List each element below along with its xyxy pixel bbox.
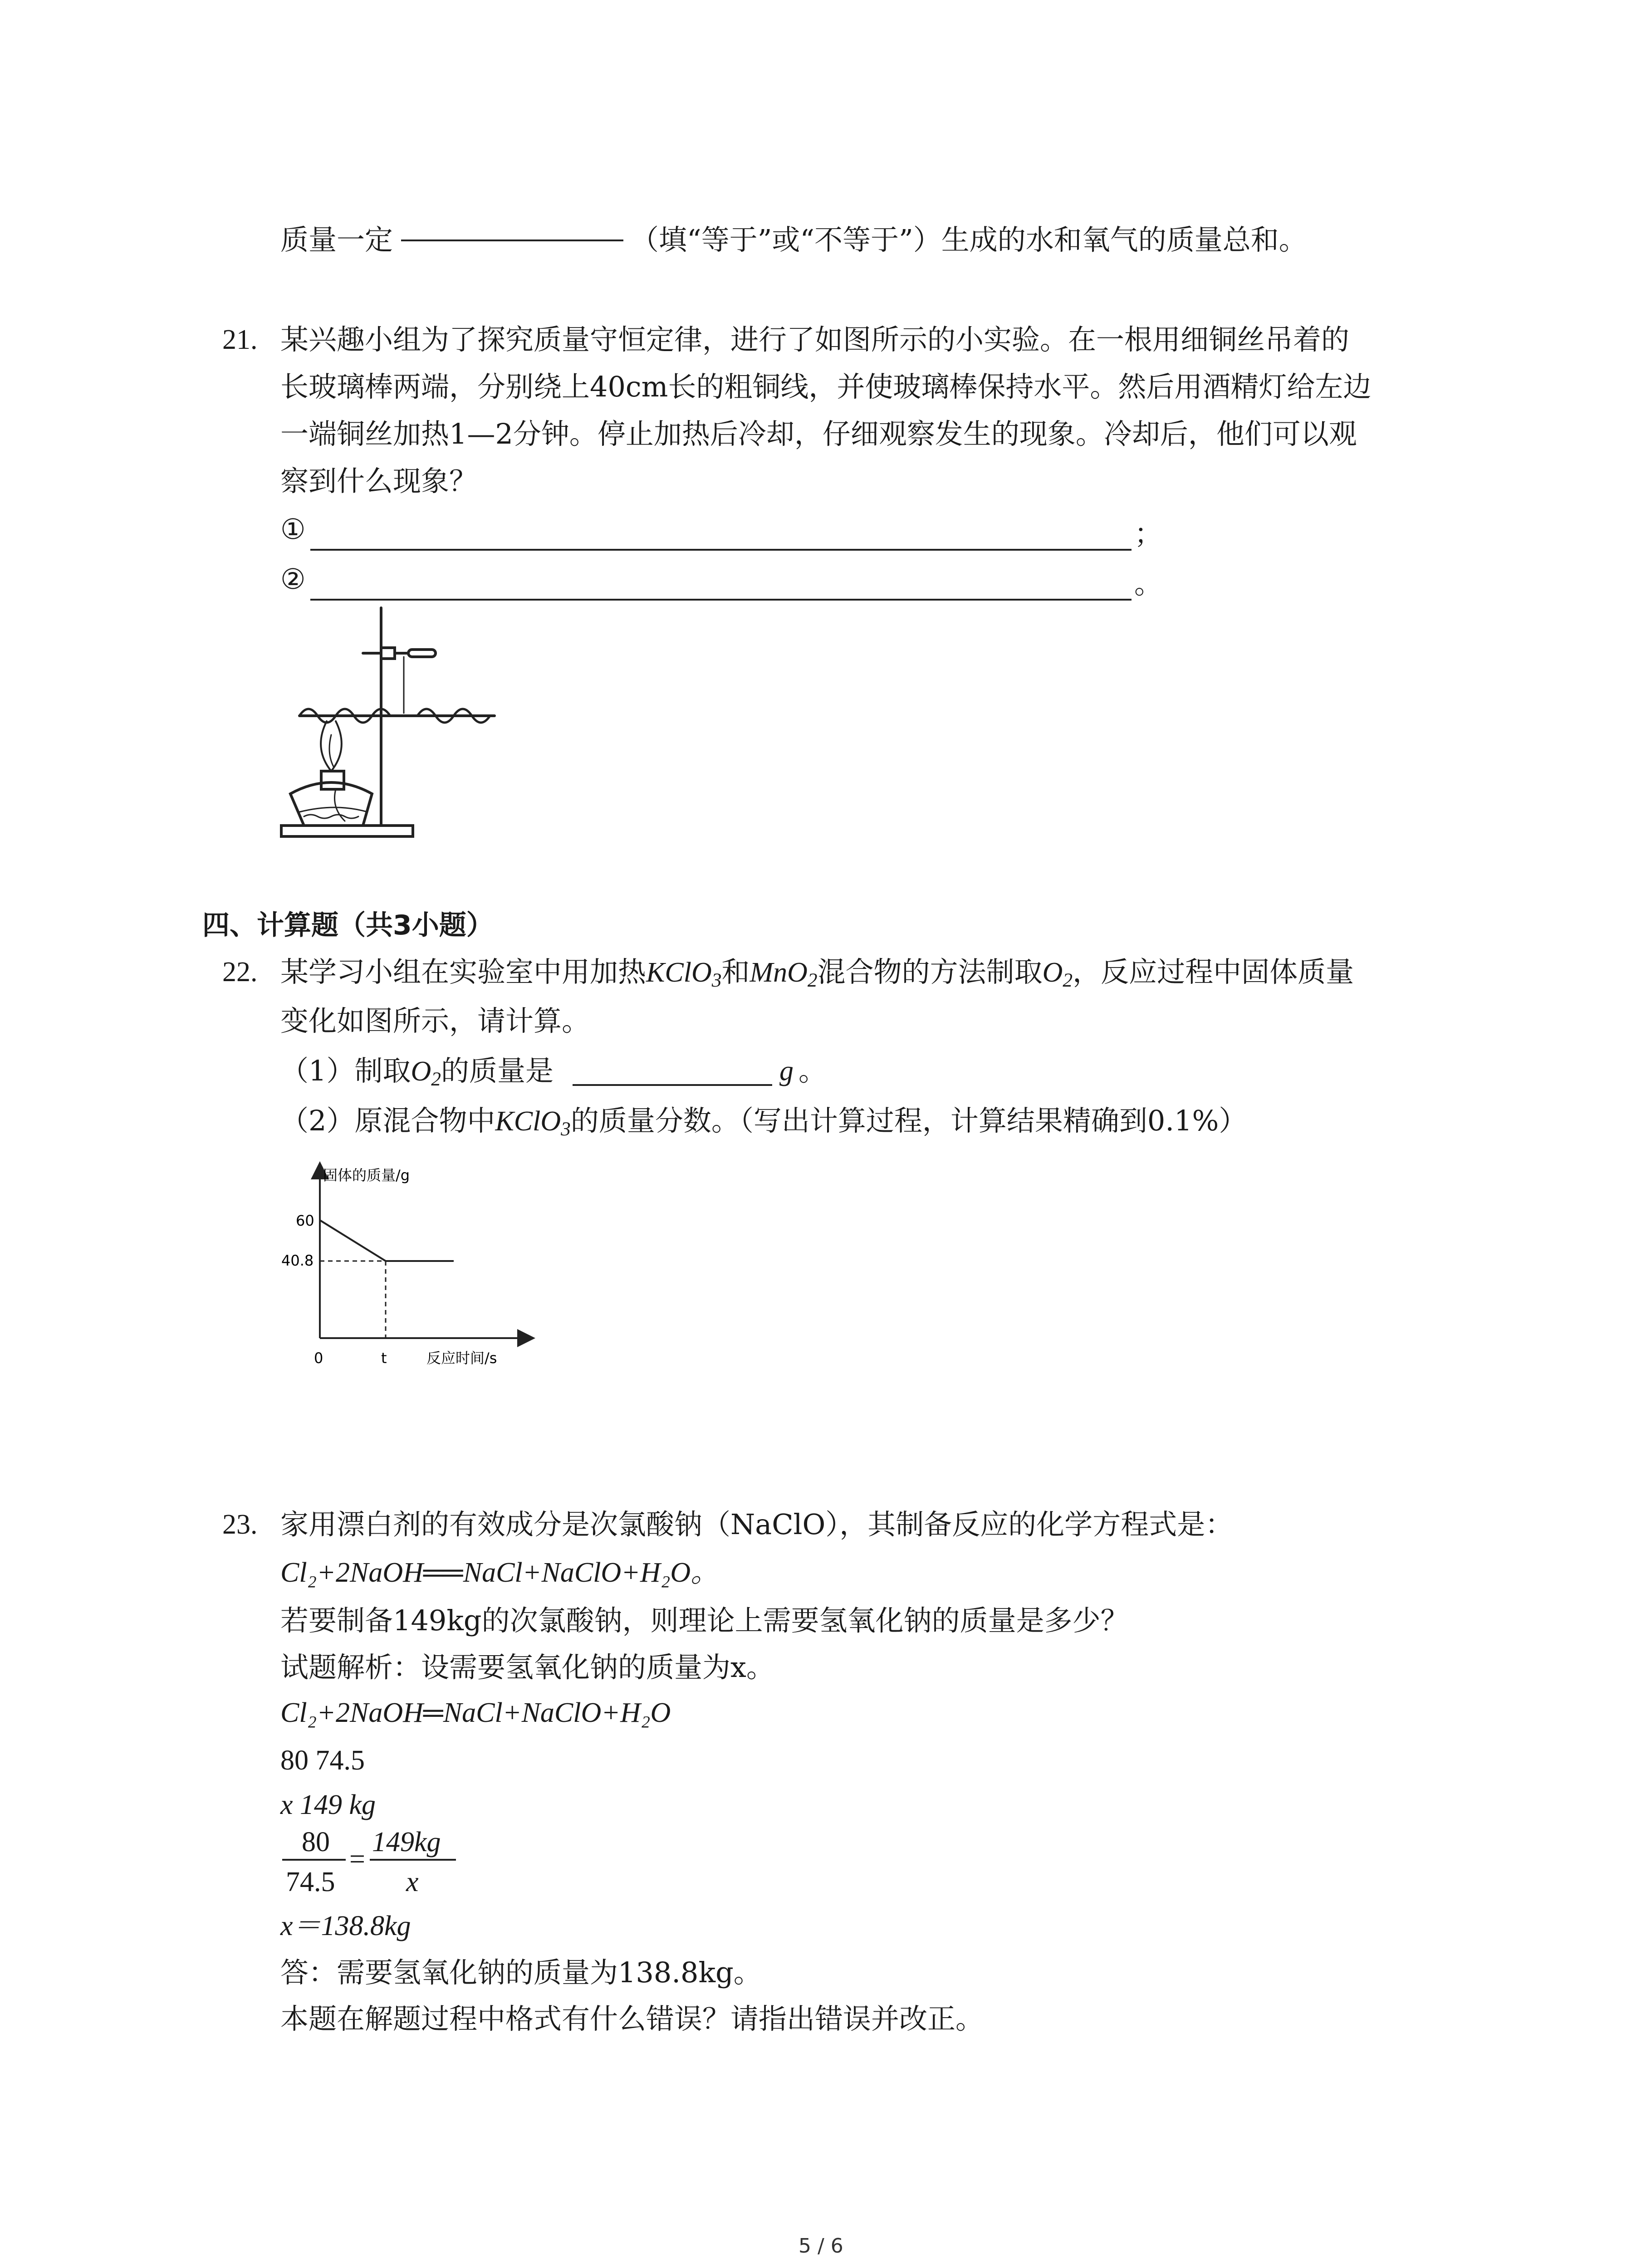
q23-result: x＝138.8kg — [280, 1911, 411, 1941]
q21-blank1-line[interactable] — [310, 549, 1132, 551]
kclo3-formula: KClO — [495, 1106, 561, 1137]
o2-formula: O — [411, 1056, 431, 1087]
o2-formula: O — [1042, 957, 1063, 988]
mass-time-chart — [272, 1161, 544, 1370]
q21-number: 21. — [222, 324, 258, 355]
q23-equation-1: Cl₂+2NaOH══NaCl+NaClO+H₂O。 — [280, 1557, 719, 1588]
kclo3-formula: KClO — [646, 957, 712, 988]
q22-text: 某学习小组在实验室中用加热 — [280, 955, 647, 988]
mno2-formula: MnO — [749, 957, 808, 988]
y-axis-label: 固体的质量/g — [323, 1167, 410, 1184]
flame — [321, 721, 342, 771]
q20-prefix: 质量一定 — [280, 223, 393, 256]
q22-sub2-text: 的质量分数。（写出计算过程，计算结果精确到0.1%） — [570, 1104, 1247, 1137]
q23-masses-1: 80 74.5 — [280, 1745, 365, 1776]
o2-subscript: 2 — [1063, 969, 1073, 991]
q22-sub2-text: （2）原混合物中 — [280, 1104, 495, 1137]
q21-line-4: 察到什么现象？ — [280, 464, 478, 498]
q23-line-3: 若要制备149kg的次氯酸钠，则理论上需要氢氧化钠的质量是多少？ — [280, 1604, 1129, 1637]
fraction-left-denominator: 74.5 — [286, 1867, 335, 1897]
fraction-right-bar — [370, 1859, 456, 1861]
q20-tail — [280, 223, 393, 256]
q20-suffix: （填“等于”或“不等于”）生成的水和氧气的质量总和。 — [631, 223, 1307, 256]
fraction-equals: = — [349, 1844, 365, 1875]
q22-text: 和 — [721, 955, 750, 988]
q22-sub1-end: 。 — [798, 1054, 827, 1087]
q22-text: ，反应过程中固体质量 — [1073, 955, 1354, 988]
y-tick-40-8: 40.8 — [281, 1252, 314, 1269]
fraction-left-bar — [282, 1859, 346, 1861]
x-tick-0: 0 — [314, 1349, 323, 1367]
q22-sub2 — [280, 1104, 1247, 1140]
kclo3-subscript: 3 — [561, 1118, 571, 1140]
q22-sub1-text: （1）制取 — [280, 1054, 411, 1087]
q22-sub1-unit: g — [779, 1056, 794, 1086]
fraction-right-numerator: 149kg — [372, 1827, 441, 1857]
q21-blank1-label: ① — [280, 513, 306, 546]
q22-sub1 — [280, 1054, 554, 1090]
q22-sub1-text: 的质量是 — [441, 1054, 554, 1087]
q23-line-1: 家用漂白剂的有效成分是次氯酸钠（NaClO），其制备反应的化学方程式是： — [280, 1508, 1234, 1541]
q23-answer: 答：需要氢氧化钠的质量为138.8kg。 — [280, 1956, 762, 1989]
q21-blank1-end: ； — [1134, 517, 1163, 550]
q23-number: 23. — [222, 1509, 258, 1540]
o2-subscript: 2 — [431, 1068, 441, 1090]
fraction-left-numerator: 80 — [302, 1827, 330, 1857]
q22-number: 22. — [222, 957, 258, 987]
q22-line-1 — [280, 955, 1354, 991]
q21-blank2-label: ② — [280, 562, 306, 596]
kclo3-subscript: 3 — [711, 969, 722, 991]
y-tick-60: 60 — [296, 1212, 314, 1229]
stand-base — [281, 826, 413, 836]
q23-equation-2: Cl₂+2NaOH═NaCl+NaClO+H₂O — [280, 1697, 671, 1728]
x-axis-label: 反应时间/s — [426, 1349, 497, 1367]
q22-sub1-blank[interactable] — [573, 1084, 772, 1086]
q23-masses-2: x 149 kg — [280, 1789, 376, 1820]
q21-blank2-end: 。 — [1134, 567, 1163, 600]
fraction-right-denominator: x — [406, 1867, 419, 1897]
q22-line-2: 变化如图所示，请计算。 — [280, 1004, 590, 1037]
series-line — [320, 1220, 454, 1261]
q23-question: 本题在解题过程中格式有什么错误？请指出错误并改正。 — [280, 2002, 984, 2035]
lamp-cap — [321, 771, 344, 789]
page-number: 5 / 6 — [798, 2234, 843, 2258]
q22-text: 混合物的方法制取 — [817, 955, 1043, 988]
q21-line-3: 一端铜丝加热1—2分钟。停止加热后冷却，仔细观察发生的现象。冷却后，他们可以观 — [280, 417, 1357, 450]
mno2-subscript: 2 — [807, 969, 818, 991]
q21-line-1: 某兴趣小组为了探究质量守恒定律，进行了如图所示的小实验。在一根用细铜丝吊着的 — [280, 323, 1350, 356]
q20-answer-blank[interactable] — [401, 240, 623, 241]
q21-apparatus-figure — [272, 599, 508, 844]
q21-line-2: 长玻璃棒两端，分别绕上40cm长的粗铜线，并使玻璃棒保持水平。然后用酒精灯给左边 — [280, 370, 1372, 403]
x-tick-t: t — [381, 1349, 387, 1367]
q23-line-4: 试题解析：设需要氢氧化钠的质量为x。 — [280, 1651, 774, 1684]
section-heading: 四、计算题（共3小题） — [202, 909, 494, 941]
